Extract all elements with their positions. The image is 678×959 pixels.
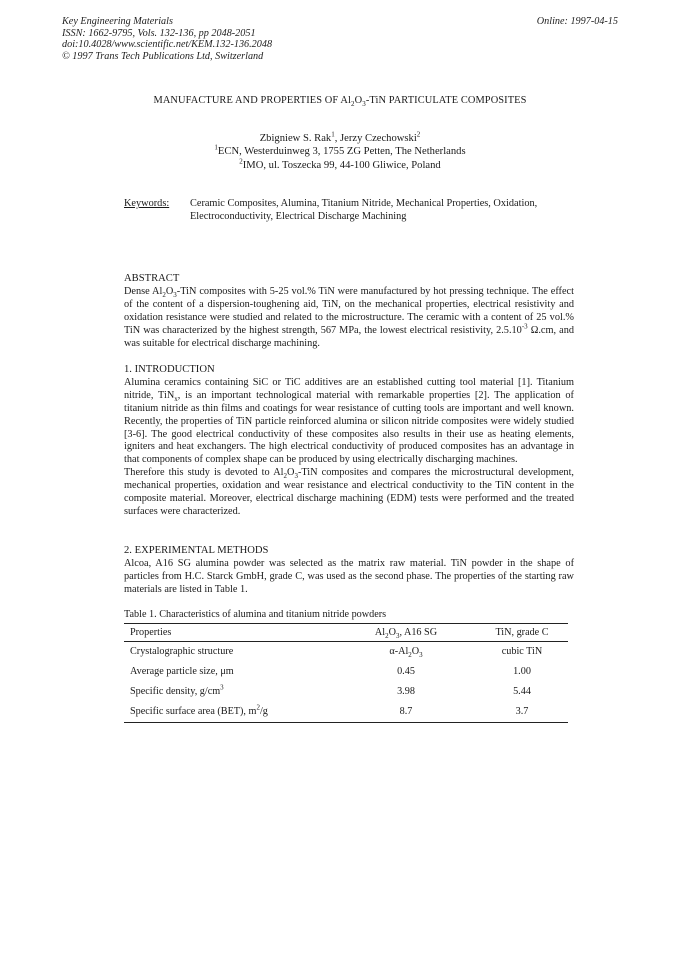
table-1: [124, 609, 568, 723]
table-row: [124, 662, 568, 682]
table-row: [124, 642, 568, 663]
journal-header: [62, 16, 618, 62]
keywords-label: Keywords:: [124, 198, 170, 209]
doi-line: doi:10.4028/www.scientific.net/KEM.132-136.2048: [62, 39, 273, 51]
alumina-value: $\alpha-Al_2O_3$: [389, 645, 423, 659]
introduction-section: [124, 364, 574, 519]
tin-value: cubic TiN: [501, 645, 543, 657]
header-alumina: $Al_2O_3$, A16 SG: [336, 624, 476, 642]
abstract-heading: ABSTRACT: [124, 273, 180, 284]
abstract-text: Dense $Al_2O_3$-TiN composites with 5-25 vol.% TiN were manufactured by hot pressing technique. The effect of the content of a dispersion-toughening aid, TiN, on the mechanical properties, electrical resistivity and oxidation resistance were studied and related to the microstructure. The ceramic with a content of 25 vol.% TiN was characterized by the highest strength, 567 MPa, the lowest electrical resistivity, $2.5.10^{-3}$ Ω.cm, and was suitable for electrical discharge machining.: [124, 285, 574, 349]
introduction-paragraph-1: Alumina ceramics containing SiC or TiC additives are an established cutting tool material [1]. Titanium nitride, TiN$_x$, is an important technological material with remarkable properties [2]. The application of titanium nitride as thin films and coatings for wear resistance of cutting tools are important and well known. Recently, the properties of TiN particle reinforced alumina or silicon nitride composites were widely studied [3-6]. The good electrical conductivity of these composites also results in their use as heating elements, igniters and heat exchangers. The high electrical conductivity of produced composites has an advantage in that components of complex shape can be produced by using electrically discharging machines.: [124, 376, 574, 466]
alumina-value: 3.98: [397, 685, 415, 697]
table-caption: Table 1. Characteristics of alumina and titanium nitride powders: [124, 609, 387, 620]
properties-table: [124, 623, 568, 723]
paper-title: MANUFACTURE AND PROPERTIES OF $Al_2O_3$-TiN PARTICULATE COMPOSITES: [153, 95, 527, 109]
journal-name: Key Engineering Materials: [62, 16, 173, 27]
methods-heading: 2. EXPERIMENTAL METHODS: [124, 545, 269, 556]
alumina-value: 0.45: [397, 665, 415, 677]
row-label: Specific surface area (BET), $m^2/g$: [124, 702, 336, 723]
introduction-heading: 1. INTRODUCTION: [124, 364, 215, 375]
methods-paragraph-1: Alcoa, A16 SG alumina powder was selected as the matrix raw material. TiN powder in the shape of particles from H.C. Starck GmbH, grade C, was used as the second phase. The properties of the starting raw materials are listed in Table 1.: [124, 557, 574, 595]
affiliation-1: $^1$ECN, Westerduinweg 3, 1755 ZG Petten, The Netherlands: [214, 143, 466, 158]
author-names: Zbigniew S. Rak$^1$, Jerzy Czechowski$^2$: [259, 130, 421, 144]
online-date: Online: 1997-04-15: [536, 16, 618, 27]
copyright-line: © 1997 Trans Tech Publications Ltd, Switzerland: [62, 50, 264, 62]
row-label: Specific density, $g/cm^3$: [130, 683, 224, 697]
alumina-value: 8.7: [336, 702, 476, 723]
row-label: Average particle size, μm: [130, 665, 234, 677]
table-row: [124, 702, 568, 723]
abstract-section: [124, 273, 574, 350]
tin-value: 1.00: [513, 665, 531, 677]
header-properties: Properties: [124, 624, 336, 642]
table-header-row: [124, 624, 568, 642]
tin-value: 5.44: [513, 685, 531, 697]
header-tin: TiN, grade C: [476, 624, 568, 642]
table-row: [124, 682, 568, 702]
author-block: [62, 132, 618, 172]
methods-section: [124, 545, 574, 597]
issn-line: ISSN: 1662-9795, Vols. 132-136, pp 2048-2051: [62, 27, 256, 39]
tin-value: 3.7: [476, 702, 568, 723]
affiliation-2: $^2$IMO, ul. Toszecka 99, 44-100 Gliwice, Poland: [239, 157, 441, 171]
row-label: Crystalographic structure: [130, 645, 234, 657]
keywords-text: Ceramic Composites, Alumina, Titanium Nitride, Mechanical Properties, Oxidation, Electroconductivity, Electrical Discharge Machining: [190, 198, 538, 223]
introduction-paragraph-2: Therefore this study is devoted to $Al_2O_3$-TiN composites and compares the microstructural development, mechanical properties, oxidation and wear resistance and electrical conductivity to the TiN content in the composite material. Moreover, electrical discharge machining (EDM) tests were performed and the treated surfaces were characterized.: [124, 467, 574, 517]
